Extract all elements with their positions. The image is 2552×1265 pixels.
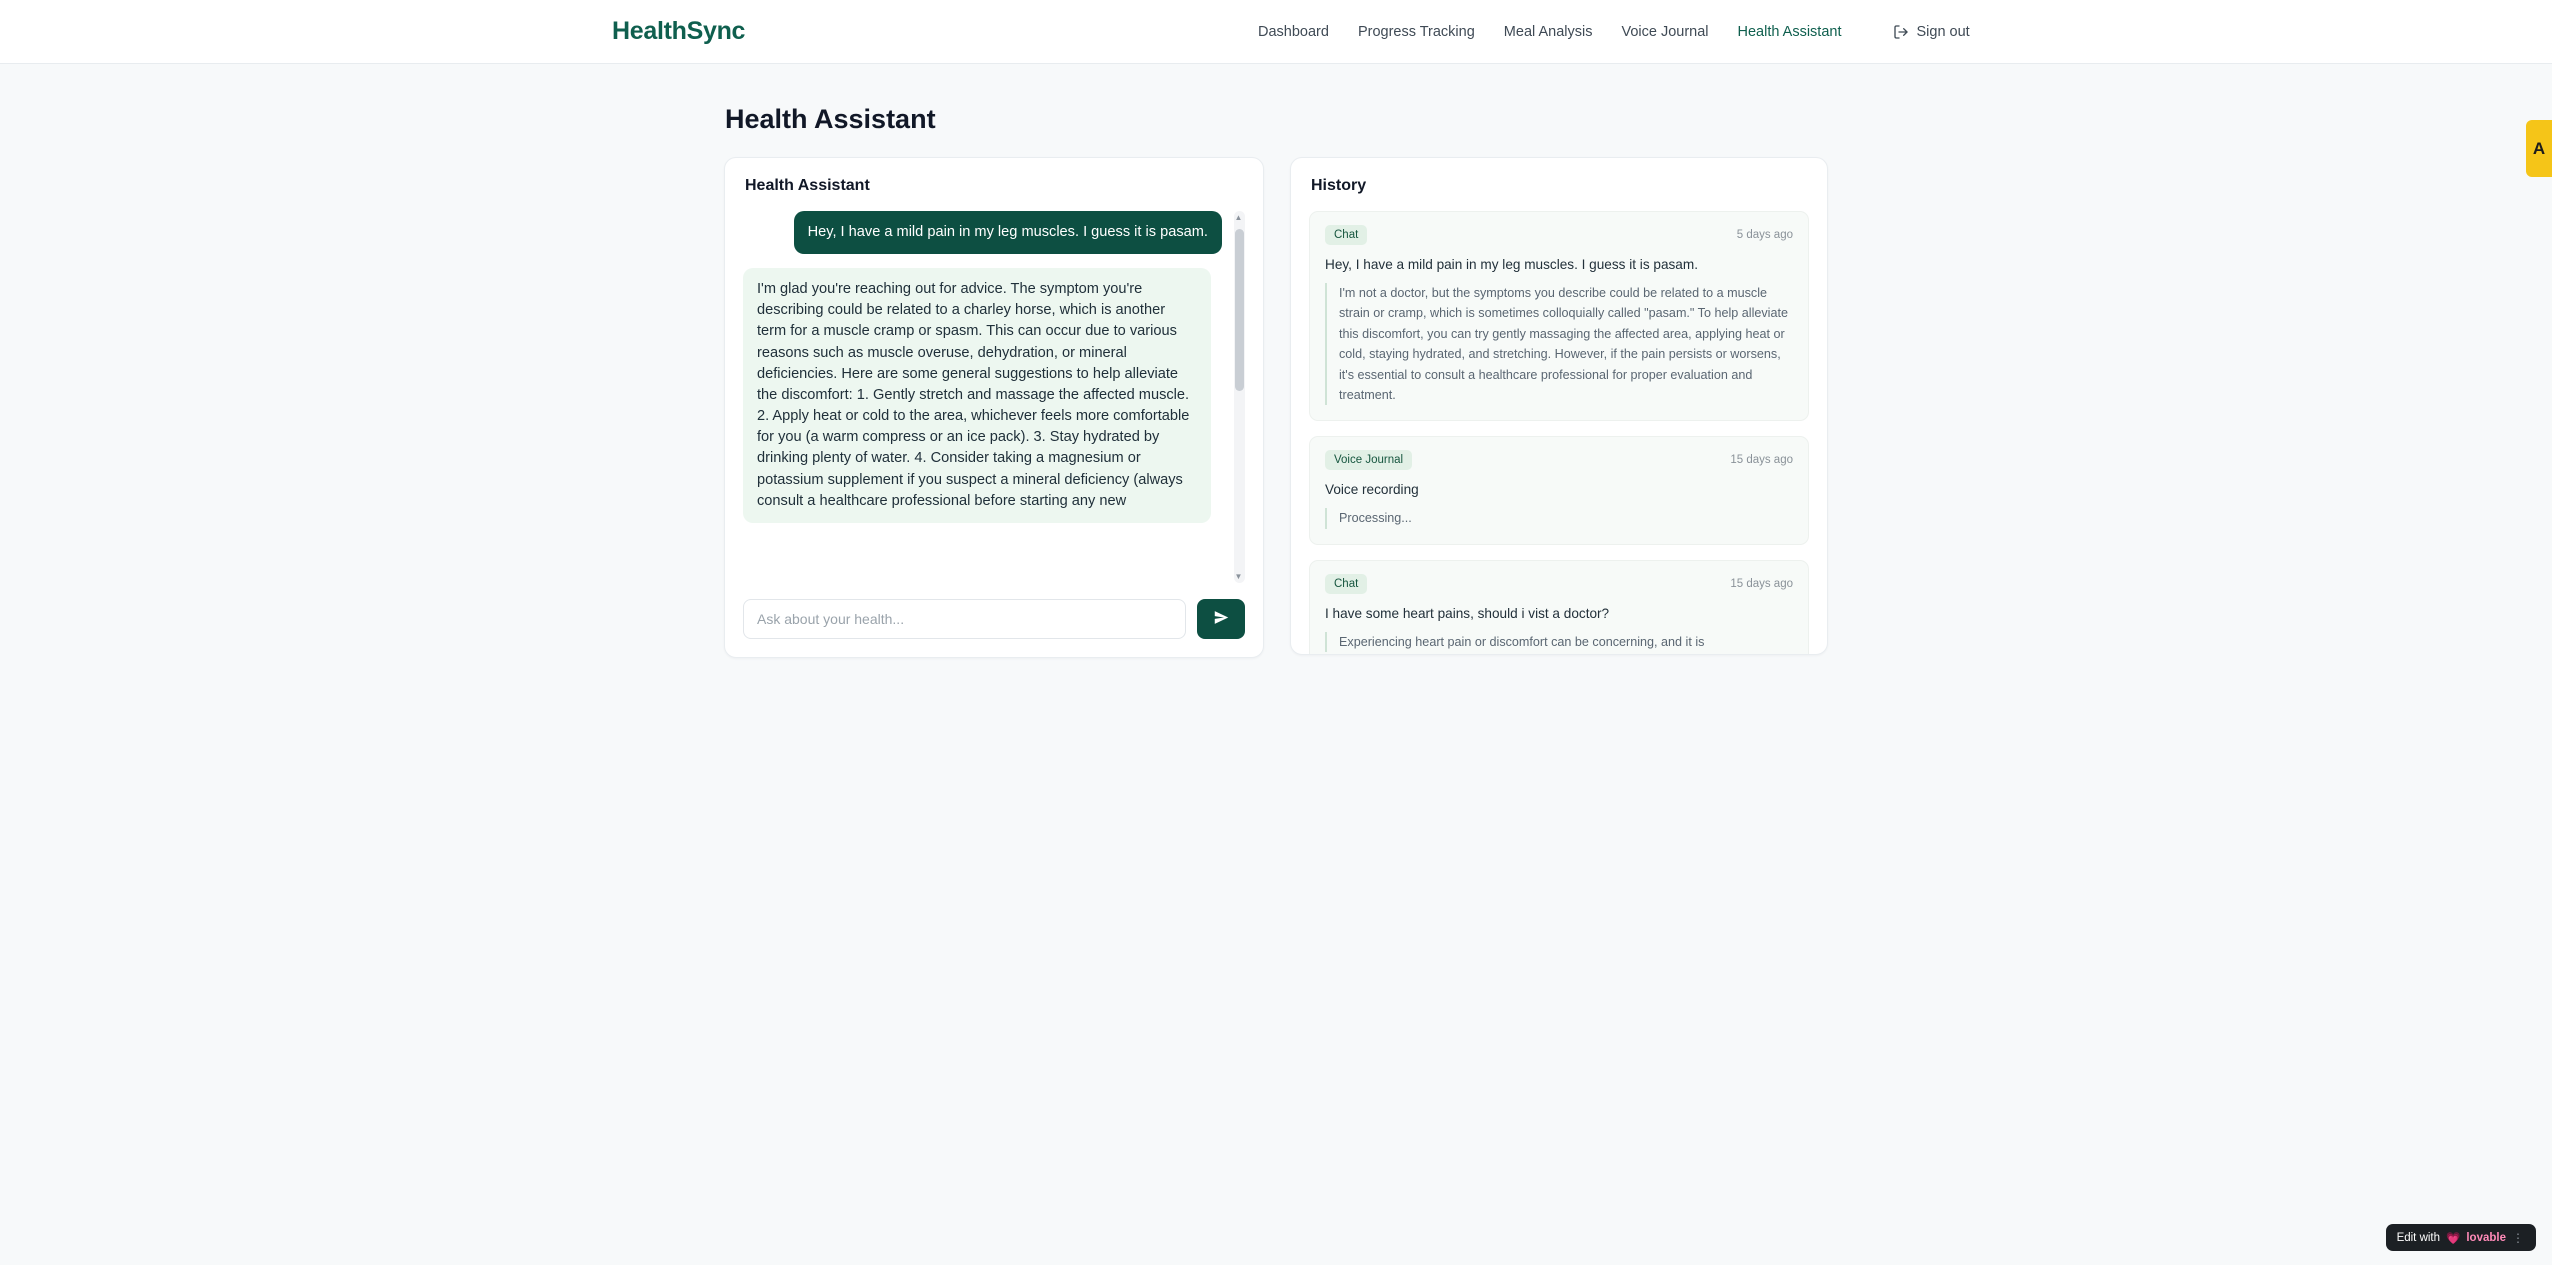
- brand-logo[interactable]: HealthSync: [612, 17, 746, 45]
- edit-badge-menu-icon[interactable]: ⋮: [2512, 1230, 2525, 1245]
- primary-navigation: [1258, 24, 1970, 40]
- chat-message-list: [743, 211, 1245, 583]
- history-item[interactable]: [1309, 560, 1809, 655]
- edit-with-lovable-badge[interactable]: [2386, 1224, 2536, 1251]
- history-item-time: 5 days ago: [1736, 229, 1793, 241]
- send-icon: [1213, 609, 1230, 629]
- accessibility-side-tab[interactable]: [2526, 120, 2552, 177]
- history-card: [1290, 157, 1828, 655]
- history-item-reply: I'm not a doctor, but the symptoms you describe could be related to a muscle strain or cramp, which is sometimes colloquially called "pasam." To help alleviate this discomfort, you can try gently massaging the affected area, applying heat or cold, staying hydrated, and stretching. However, if the pain persists or worsens, it's essential to consult a healthcare professional for proper evaluation and treatment.: [1325, 283, 1793, 405]
- accessibility-icon: A: [2532, 138, 2546, 158]
- scroll-down-arrow[interactable]: ▼: [1234, 572, 1243, 581]
- history-item-badge: Chat: [1325, 574, 1367, 594]
- chat-scrollbar-thumb[interactable]: [1235, 229, 1244, 391]
- history-item-badge: Voice Journal: [1325, 450, 1412, 470]
- history-item-header: [1325, 574, 1793, 594]
- chat-bubble-user: Hey, I have a mild pain in my leg muscles. I guess it is pasam.: [794, 211, 1222, 254]
- heart-icon: 💗: [2446, 1232, 2461, 1245]
- history-item-text: Voice recording: [1325, 482, 1419, 498]
- nav-link-health-assistant[interactable]: Health Assistant: [1737, 23, 1842, 40]
- chat-scrollbar[interactable]: [1234, 211, 1245, 583]
- history-item-header: [1325, 450, 1793, 470]
- send-button[interactable]: [1197, 599, 1245, 639]
- history-item-text: I have some heart pains, should i vist a doctor?: [1325, 605, 1610, 621]
- history-item-reply: Processing...: [1325, 508, 1793, 528]
- nav-link-meal-analysis[interactable]: Meal Analysis: [1503, 23, 1593, 40]
- content-columns: [724, 157, 1828, 658]
- history-card-title: History: [1311, 177, 1367, 194]
- chat-bubble-assistant: I'm glad you're reaching out for advice. The symptom you're describing could be related to a charley horse, which is another term for a muscle cramp or spasm. This can occur due to various reasons such as muscle overuse, dehydration, or mineral deficiencies. Here are some general suggestions to help alleviate the discomfort: 1. Gently stretch and massage the affected muscle. 2. Apply heat or cold to the area, whichever feels more comfortable for you (a warm compress or an ice pack). 3. Stay hydrated by drinking plenty of water. 4. Consider taking a magnesium or potassium supplement if you suspect a mineral deficiency (always consult a healthcare professional before starting any new: [743, 268, 1211, 523]
- history-item[interactable]: [1309, 211, 1809, 421]
- history-item-time: 15 days ago: [1730, 577, 1793, 590]
- page-body: [0, 64, 2552, 658]
- assistant-card-title: Health Assistant: [745, 177, 870, 194]
- scroll-up-arrow[interactable]: ▲: [1234, 213, 1243, 222]
- page-title: Health Assistant: [725, 104, 936, 134]
- nav-link-progress-tracking[interactable]: Progress Tracking: [1357, 23, 1475, 40]
- history-item-badge: Chat: [1325, 225, 1367, 245]
- nav-link-dashboard[interactable]: Dashboard: [1258, 23, 1329, 40]
- history-item[interactable]: [1309, 436, 1809, 544]
- nav-link-voice-journal[interactable]: Voice Journal: [1621, 23, 1709, 40]
- top-navbar: [0, 0, 2552, 64]
- sign-out-icon: [1893, 24, 1909, 40]
- history-item-header: [1325, 225, 1793, 245]
- edit-badge-prefix: Edit with: [2396, 1231, 2441, 1244]
- history-list: [1291, 195, 1827, 655]
- chat-message-assistant: [743, 268, 1245, 523]
- edit-badge-brand: lovable: [2466, 1231, 2506, 1244]
- sign-out-label: Sign out: [1916, 23, 1970, 40]
- sign-out-button[interactable]: [1893, 24, 1970, 40]
- health-assistant-card: [724, 157, 1264, 658]
- chat-input[interactable]: [743, 599, 1186, 639]
- history-item-text: Hey, I have a mild pain in my leg muscles. I guess it is pasam.: [1325, 257, 1698, 272]
- chat-composer: [725, 583, 1263, 657]
- history-item-reply: Experiencing heart pain or discomfort can be concerning, and it is: [1325, 632, 1793, 652]
- history-item-time: 15 days ago: [1730, 454, 1793, 467]
- chat-message-user: [743, 211, 1245, 254]
